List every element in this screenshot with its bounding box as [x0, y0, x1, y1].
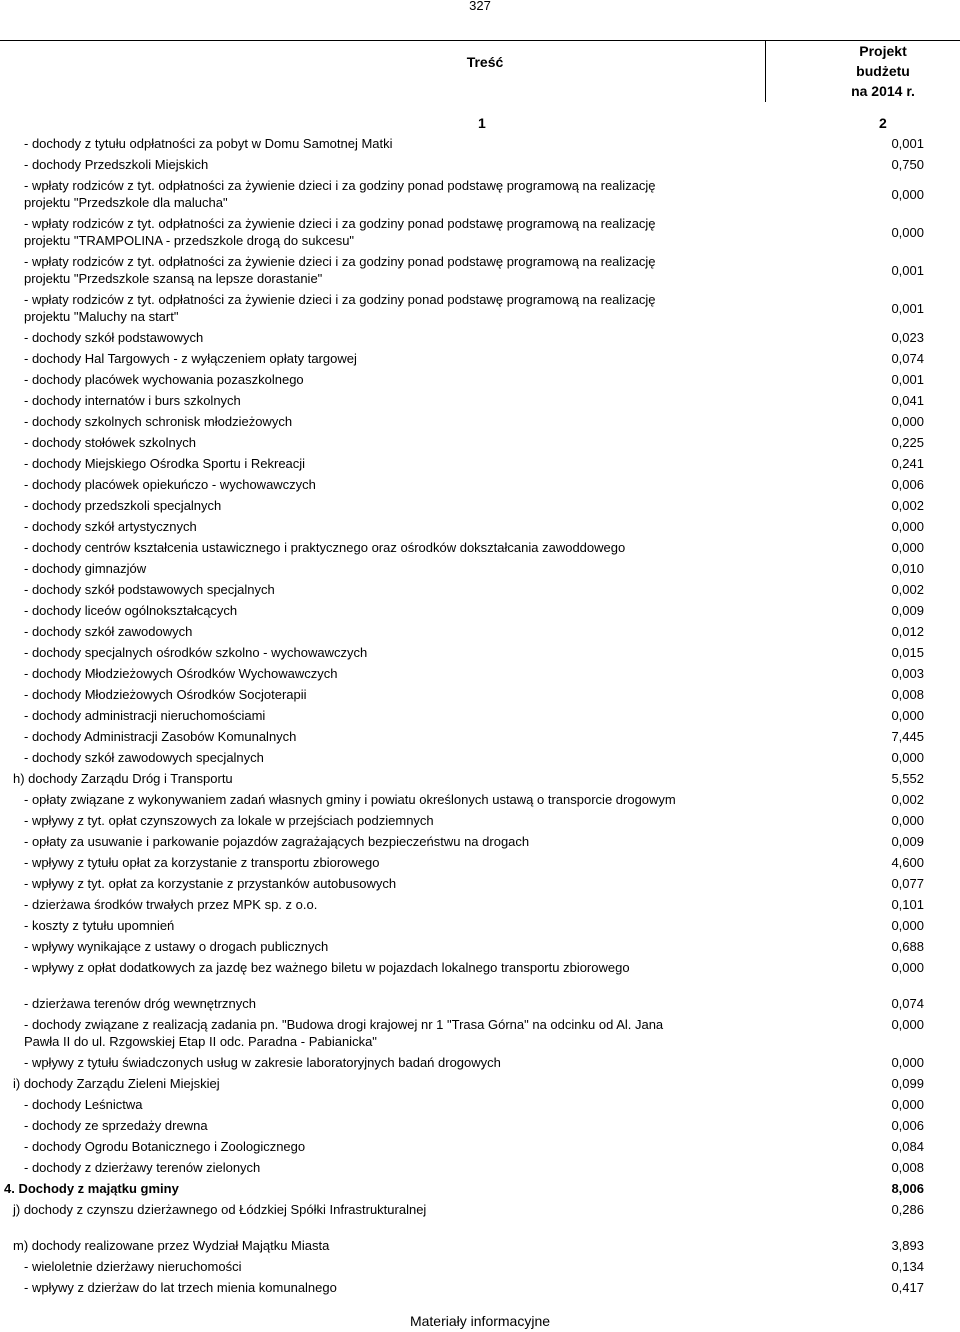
row-value: 0,000 [891, 918, 924, 933]
row-description-line: - dochody Młodzieżowych Ośrodków Socjoterapii [24, 687, 307, 702]
table-row [0, 707, 960, 724]
table-row [0, 728, 960, 745]
row-description-line: i) dochody Zarządu Zieleni Miejskiej [13, 1076, 220, 1091]
row-description [0, 392, 754, 409]
row-description-line: - dochody szkół podstawowych [24, 330, 204, 345]
table-row [0, 1201, 960, 1218]
column-number-2: 2 [879, 115, 887, 131]
row-description-line: - opłaty związane z wykonywaniem zadań własnych gminy i powiatu określonych ustawą o transporcie drogowym [24, 792, 676, 807]
page-footer: Materiały informacyjne [409, 1313, 551, 1329]
row-value: 0,074 [891, 351, 924, 366]
row-description [0, 707, 754, 724]
row-description-line: - dochody szkół artystycznych [24, 519, 197, 534]
row-description-line: - dochody Przedszkoli Miejskich [24, 157, 209, 172]
column-header-line: budżetu [856, 63, 910, 79]
row-value: 0,000 [891, 414, 924, 429]
row-description-line: - dochody stołówek szkolnych [24, 435, 196, 450]
table-row [0, 135, 960, 152]
row-description [0, 581, 754, 598]
row-description [0, 602, 754, 619]
row-description-line: h) dochody Zarządu Dróg i Transportu [13, 771, 233, 786]
row-value: 0,286 [891, 1202, 924, 1217]
row-description [0, 623, 754, 640]
row-description-line: - wpłaty rodziców z tyt. odpłatności za żywienie dzieci i za godziny ponad podstawę programową na realizację [24, 254, 656, 269]
row-description [0, 291, 754, 325]
row-value: 3,893 [891, 1238, 924, 1253]
row-description [0, 497, 754, 514]
row-description [0, 434, 754, 451]
row-description-line: - dochody Hal Targowych - z wyłączeniem opłaty targowej [24, 351, 357, 366]
row-description-line: - dochody szkolnych schronisk młodzieżowych [24, 414, 293, 429]
row-value: 0,000 [891, 1055, 924, 1070]
row-description [0, 156, 754, 173]
row-value: 0,003 [891, 666, 924, 681]
table-row [0, 455, 960, 472]
row-description [0, 413, 754, 430]
table-row [0, 1258, 960, 1275]
row-description-line: - dochody Ogrodu Botanicznego i Zoologicznego [24, 1139, 306, 1154]
table-row [0, 1096, 960, 1113]
table-row [0, 371, 960, 388]
table-row [0, 497, 960, 514]
row-value: 0,077 [891, 876, 924, 891]
row-description [0, 1075, 743, 1092]
row-description-line: - wieloletnie dzierżawy nieruchomości [24, 1259, 242, 1274]
row-value: 0,000 [891, 813, 924, 828]
table-row [0, 329, 960, 346]
row-value: 0,008 [891, 1160, 924, 1175]
row-description [0, 833, 754, 850]
row-description-line: - dochody placówek opiekuńczo - wychowawczych [24, 477, 316, 492]
table-row [0, 749, 960, 766]
row-description-line: projektu "TRAMPOLINA - przedszkole drogą do sukcesu" [24, 233, 355, 248]
row-description [0, 1096, 754, 1113]
row-description-line: - dochody liceów ogólnokształcących [24, 603, 238, 618]
row-description [0, 455, 754, 472]
header-column-divider [765, 40, 766, 102]
table-row [0, 1159, 960, 1176]
row-description [0, 896, 754, 913]
row-value: 0,009 [891, 834, 924, 849]
row-description-line: - dochody gimnazjów [24, 561, 147, 576]
table-row [0, 215, 960, 249]
table-row [0, 938, 960, 955]
row-description [0, 917, 754, 934]
row-description-line: - dochody Leśnictwa [24, 1097, 143, 1112]
row-value: 0,688 [891, 939, 924, 954]
row-description [0, 770, 743, 787]
row-value: 0,101 [891, 897, 924, 912]
row-value: 0,000 [891, 960, 924, 975]
row-value: 0,012 [891, 624, 924, 639]
row-value: 0,010 [891, 561, 924, 576]
row-description-line: - wpłaty rodziców z tyt. odpłatności za żywienie dzieci i za godziny ponad podstawę programową na realizację [24, 178, 656, 193]
row-description-line: 4. Dochody z majątku gminy [4, 1181, 179, 1196]
row-description-line: - dzierżawa środków trwałych przez MPK sp. z o.o. [24, 897, 318, 912]
row-description-line: - dochody ze sprzedaży drewna [24, 1118, 208, 1133]
row-value: 0,225 [891, 435, 924, 450]
table-row [0, 917, 960, 934]
row-description [0, 791, 754, 808]
row-description [0, 329, 754, 346]
table-row [0, 518, 960, 535]
row-description-line: - opłaty za usuwanie i parkowanie pojazdów zagrażających bezpieczeństwu na drogach [24, 834, 530, 849]
table-row [0, 644, 960, 661]
row-value: 0,001 [891, 301, 924, 316]
table-row [0, 1054, 960, 1071]
table-row [0, 1117, 960, 1134]
table-row [0, 434, 960, 451]
row-description [0, 1180, 734, 1197]
row-value: 0,041 [891, 393, 924, 408]
row-description-line: j) dochody z czynszu dzierżawnego od Łódzkiej Spółki Infrastrukturalnej [13, 1202, 427, 1217]
row-description-line: - dochody szkół zawodowych [24, 624, 193, 639]
row-description [0, 177, 754, 211]
budget-table-body [0, 135, 960, 1300]
table-row [0, 253, 960, 287]
row-description [0, 875, 754, 892]
table-row [0, 476, 960, 493]
row-value: 0,008 [891, 687, 924, 702]
row-value: 0,099 [891, 1076, 924, 1091]
column-number-1: 1 [478, 115, 486, 131]
row-description-line: - wpływy z tytułu świadczonych usług w zakresie laboratoryjnych badań drogowych [24, 1055, 501, 1070]
row-description [0, 518, 754, 535]
table-row [0, 791, 960, 808]
row-description [0, 215, 754, 249]
row-description [0, 1237, 743, 1254]
row-value: 0,750 [891, 157, 924, 172]
table-row [0, 156, 960, 173]
row-description [0, 854, 754, 871]
row-description-line: - wpłaty rodziców z tyt. odpłatności za żywienie dzieci i za godziny ponad podstawę programową na realizację [24, 292, 656, 307]
row-value: 0,000 [891, 225, 924, 240]
table-row [0, 665, 960, 682]
row-value: 0,001 [891, 263, 924, 278]
row-description-line: - dochody przedszkoli specjalnych [24, 498, 222, 513]
table-row [0, 1279, 960, 1296]
row-description-line: - dochody szkół podstawowych specjalnych [24, 582, 275, 597]
row-value: 0,009 [891, 603, 924, 618]
table-row [0, 1237, 960, 1254]
table-row [0, 560, 960, 577]
row-value: 0,006 [891, 477, 924, 492]
page-number: 327 [469, 0, 491, 13]
row-description [0, 135, 754, 152]
table-row [0, 854, 960, 871]
row-value: 0,000 [891, 519, 924, 534]
row-description-line: - dochody z tytułu odpłatności za pobyt w Domu Samotnej Matki [24, 136, 393, 151]
row-description [0, 539, 754, 556]
row-description-line: - wpłaty rodziców z tyt. odpłatności za żywienie dzieci i za godziny ponad podstawę programową na realizację [24, 216, 656, 231]
table-row [0, 995, 960, 1012]
table-row [0, 1138, 960, 1155]
row-value: 0,000 [891, 540, 924, 555]
row-value: 0,015 [891, 645, 924, 660]
row-description-line: - dochody Miejskiego Ośrodka Sportu i Rekreacji [24, 456, 306, 471]
row-description [0, 371, 754, 388]
row-description-line: - dochody związane z realizacją zadania pn. "Budowa drogi krajowej nr 1 "Trasa Górna" na odcinku od Al. Jana [24, 1017, 664, 1032]
table-row [0, 177, 960, 211]
row-value: 0,023 [891, 330, 924, 345]
row-value: 0,000 [891, 750, 924, 765]
row-value: 0,084 [891, 1139, 924, 1154]
row-description-line: - wpływy wynikające z ustawy o drogach publicznych [24, 939, 329, 954]
row-description-line: Pawła II do ul. Rzgowskiej Etap II odc. Paradna - Pabianicka" [24, 1034, 377, 1049]
row-description-line: - dochody specjalnych ośrodków szkolno - wychowawczych [24, 645, 368, 660]
column-header-content: Treść [466, 54, 504, 70]
row-description-line: - dochody placówek wychowania pozaszkolnego [24, 372, 304, 387]
row-value: 0,000 [891, 1017, 924, 1032]
table-row [0, 1180, 960, 1197]
table-row [0, 1016, 960, 1050]
row-description-line: - dochody Młodzieżowych Ośrodków Wychowawczych [24, 666, 338, 681]
row-description [0, 1279, 754, 1296]
row-value: 0,002 [891, 582, 924, 597]
row-description [0, 1159, 754, 1176]
table-row [0, 581, 960, 598]
row-description [0, 253, 754, 287]
row-description [0, 812, 754, 829]
row-description-line: projektu "Maluchy na start" [24, 309, 179, 324]
row-value: 0,134 [891, 1259, 924, 1274]
table-row [0, 1075, 960, 1092]
row-description [0, 1201, 743, 1218]
row-value: 0,006 [891, 1118, 924, 1133]
table-row [0, 291, 960, 325]
row-description [0, 476, 754, 493]
row-description [0, 644, 754, 661]
row-description [0, 1117, 754, 1134]
row-description [0, 686, 754, 703]
row-description [0, 938, 754, 955]
row-value: 0,001 [891, 372, 924, 387]
table-row [0, 350, 960, 367]
row-description [0, 1054, 754, 1071]
row-value: 4,600 [891, 855, 924, 870]
column-header-line: Projekt [859, 43, 907, 59]
row-value: 0,000 [891, 1097, 924, 1112]
row-description-line: - dochody administracji nieruchomościami [24, 708, 266, 723]
table-row [0, 392, 960, 409]
row-description-line: - wpływy z tyt. opłat czynszowych za lokale w przejściach podziemnych [24, 813, 434, 828]
row-value: 8,006 [891, 1181, 924, 1196]
table-row [0, 833, 960, 850]
row-description [0, 749, 754, 766]
row-value: 0,001 [891, 136, 924, 151]
row-description [0, 560, 754, 577]
header-top-rule [0, 40, 960, 41]
row-value: 0,074 [891, 996, 924, 1011]
row-value: 0,000 [891, 708, 924, 723]
table-row [0, 623, 960, 640]
row-description-line: - koszty z tytułu upomnień [24, 918, 175, 933]
row-description [0, 1258, 754, 1275]
row-description [0, 995, 754, 1012]
row-value: 5,552 [891, 771, 924, 786]
row-description-line: - dochody szkół zawodowych specjalnych [24, 750, 264, 765]
row-description-line: projektu "Przedszkole dla malucha" [24, 195, 228, 210]
table-row [0, 686, 960, 703]
row-description-line: - dzierżawa terenów dróg wewnętrznych [24, 996, 256, 1011]
row-description-line: - wpływy z tytułu opłat za korzystanie z transportu zbiorowego [24, 855, 380, 870]
row-value: 0,241 [891, 456, 924, 471]
row-description [0, 350, 754, 367]
row-description-line: - wpływy z tyt. opłat za korzystanie z przystanków autobusowych [24, 876, 397, 891]
table-row [0, 602, 960, 619]
row-value: 7,445 [891, 729, 924, 744]
column-header-budget-project [838, 41, 928, 101]
column-header-line: na 2014 r. [851, 83, 915, 99]
row-description-line: - dochody internatów i burs szkolnych [24, 393, 241, 408]
table-row [0, 959, 960, 976]
row-description-line: projektu "Przedszkole szansą na lepsze dorastanie" [24, 271, 323, 286]
table-row [0, 413, 960, 430]
row-description-line: m) dochody realizowane przez Wydział Majątku Miasta [13, 1238, 330, 1253]
table-row [0, 875, 960, 892]
table-row [0, 812, 960, 829]
row-description-line: - dochody z dzierżawy terenów zielonych [24, 1160, 261, 1175]
row-value: 0,002 [891, 498, 924, 513]
row-description-line: - wpływy z opłat dodatkowych za jazdę bez ważnego biletu w pojazdach lokalnego transportu zbiorowego [24, 960, 630, 975]
table-row [0, 539, 960, 556]
row-description [0, 1016, 754, 1050]
row-description [0, 665, 754, 682]
row-value: 0,002 [891, 792, 924, 807]
row-description-line: - wpływy z dzierżaw do lat trzech mienia komunalnego [24, 1280, 337, 1295]
row-value: 0,417 [891, 1280, 924, 1295]
row-description [0, 728, 754, 745]
table-row [0, 770, 960, 787]
row-value: 0,000 [891, 187, 924, 202]
row-description-line: - dochody centrów kształcenia ustawicznego i praktycznego oraz ośrodków dokształcania zawoddowego [24, 540, 626, 555]
row-description [0, 959, 754, 976]
row-description [0, 1138, 754, 1155]
row-description-line: - dochody Administracji Zasobów Komunalnych [24, 729, 297, 744]
table-row [0, 896, 960, 913]
